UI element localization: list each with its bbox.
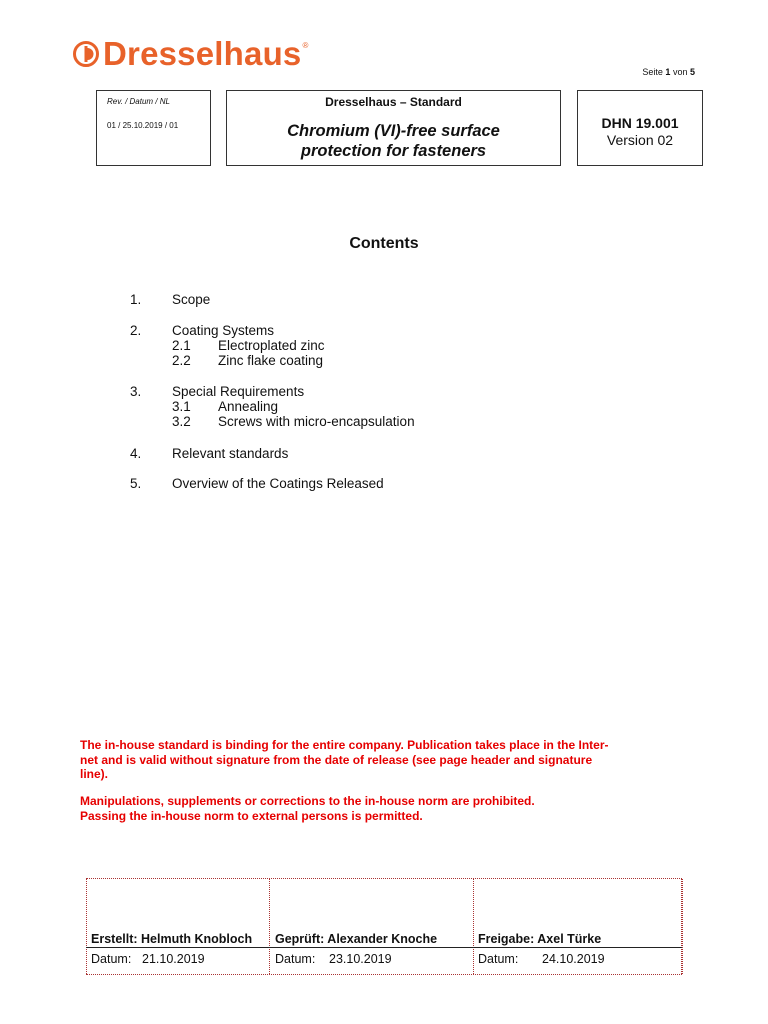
document-code: DHN 19.001: [601, 115, 679, 131]
page-of: von: [672, 67, 688, 77]
manipulation-notice-line: Manipulations, supplements or corrections to the in-house norm are prohibited.: [80, 794, 535, 808]
signature-column-divider: [86, 879, 87, 974]
binding-notice-line: line).: [80, 767, 109, 781]
signature-column-divider: [269, 879, 270, 974]
page-number: [642, 67, 695, 77]
toc-subitem-number: 3.1: [172, 399, 191, 414]
toc-item-label: Overview of the Coatings Released: [172, 476, 384, 491]
signature-date-label: Datum:: [275, 952, 316, 966]
toc-subitem-number: 3.2: [172, 414, 191, 429]
document-title-line1: Chromium (VI)-free surface: [287, 122, 500, 140]
signature-checked-by: Geprüft: Alexander Knoche: [275, 932, 438, 946]
toc-subitem-label: Electroplated zinc: [218, 338, 325, 353]
document-title-line2: protection for fasteners: [300, 142, 487, 160]
signature-line: [86, 947, 682, 948]
standard-heading: Dresselhaus – Standard: [325, 95, 462, 109]
page-current: 1: [665, 67, 671, 77]
toc-item-number: 5.: [130, 476, 142, 491]
standard-title-box: [226, 90, 561, 166]
binding-notice: [80, 738, 680, 782]
manipulation-notice: [80, 794, 680, 823]
signature-date: 24.10.2019: [542, 952, 605, 966]
toc-item-label: Coating Systems: [172, 323, 275, 338]
document-title: [227, 121, 560, 161]
document-version: Version 02: [606, 132, 674, 148]
contents-heading: Contents: [349, 235, 419, 252]
toc-item-number: 3.: [130, 384, 142, 399]
signature-column-divider: [681, 879, 683, 974]
toc-item-label: Relevant standards: [172, 446, 289, 461]
signature-created-by: Erstellt: Helmuth Knobloch: [91, 932, 253, 946]
dresselhaus-logo-icon: [73, 41, 99, 67]
toc-item-label: Special Requirements: [172, 384, 305, 399]
binding-notice-line: The in-house standard is binding for the entire company. Publication takes place in the Inter-: [80, 738, 609, 752]
toc-item-number: 4.: [130, 446, 142, 461]
toc-item-label: Scope: [172, 292, 211, 307]
toc-subitem-number: 2.1: [172, 338, 191, 353]
signature-date: 23.10.2019: [329, 952, 392, 966]
toc-item-number: 2.: [130, 323, 142, 338]
page-total: 5: [689, 67, 695, 77]
toc-subitem-label: Zinc flake coating: [218, 353, 324, 368]
toc-subitem-label: Screws with micro-encapsulation: [218, 414, 415, 429]
logo-text: Dresselhaus: [103, 35, 302, 72]
signature-approved-by: Freigabe: Axel Türke: [478, 932, 602, 946]
logo-registered-mark: ®: [302, 41, 309, 50]
revision-label: Rev. / Datum / NL: [107, 97, 170, 106]
signature-date: 21.10.2019: [142, 952, 205, 966]
binding-notice-line: net and is valid without signature from the date of release (see page header and signature: [80, 752, 593, 767]
revision-box: [96, 90, 211, 166]
toc-subitem-label: Annealing: [218, 399, 279, 414]
signature-date-label: Datum:: [91, 952, 132, 966]
page-label: Seite: [642, 67, 663, 77]
signature-column-divider: [473, 879, 474, 974]
company-logo: [73, 36, 308, 72]
toc-item-number: 1.: [130, 292, 142, 307]
toc-subitem-number: 2.2: [172, 353, 191, 368]
manipulation-notice-line: Passing the in-house norm to external persons is permitted.: [80, 808, 423, 823]
document-code-box: [577, 90, 703, 166]
revision-value: 01 / 25.10.2019 / 01: [107, 121, 179, 130]
signature-date-label: Datum:: [478, 952, 519, 966]
